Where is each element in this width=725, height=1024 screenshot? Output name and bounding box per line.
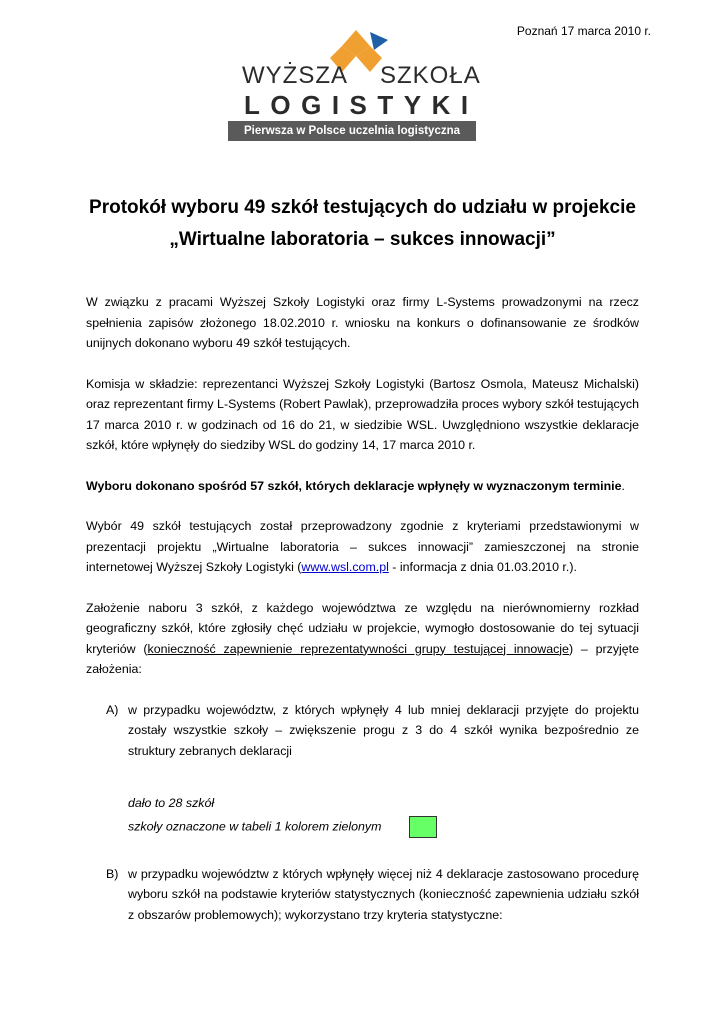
document-date: Poznań 17 marca 2010 r. [516,24,651,38]
list-item-a-text: w przypadku województw, z których wpłynęły 4 lub mniej deklaracji przyjęte do projektu zostały wszystkie szkoły – zwiększenie progu z 3 do 4 szkół wynika bezpośrednio ze struktury zebranych deklaracji [128,702,639,758]
paragraph-5-text-end: ) – przyjęte założenia: [86,641,639,676]
logo-tagline: Pierwsza w Polsce uczelnia logistyczna [228,121,476,141]
italic-note-1: dało to 28 szkół [128,796,215,810]
list-marker-b: B) [106,866,119,881]
paragraph-3-end: . [621,478,625,493]
logo-word-szkola: SZKOŁA [380,62,481,89]
paragraph-3-bold: Wyboru dokonano spośród 57 szkół, których deklaracje wpłynęły w wyznaczonym terminie [86,478,622,493]
logo-word-logistyki: LOGISTYKI [244,90,479,120]
wsl-website-link[interactable]: www.wsl.com.pl [301,560,389,574]
document-title [40,192,685,256]
title-line-2: „Wirtualne laboratoria – sukces innowacji” [169,229,556,250]
paragraph-5 [86,598,639,680]
list-marker-a: A) [106,702,119,717]
italic-note-2-row [128,816,639,838]
paragraph-5-text: Założenie naboru 3 szkół, z każdego województwa ze względu na nierównomierny rozkład geograficzny szkół, które zgłosiły chęć udziału w projekcie, wymogło dostosowanie do tej sytuacji kryteriów ( [86,600,639,656]
paragraph-4-text-end: - informacja z dnia 01.03.2010 r.). [388,560,577,574]
paragraph-2: Komisja w składzie: reprezentanci Wyższej Szkoły Logistyki (Bartosz Osmola, Mateusz Michalski) oraz reprezentant firmy L-Systems (Robert Pawlak), przeprowadziła proces wybory szkół testujących 17 marca 2010 r. w godzinach od 16 do 21, w siedzibie WSL. Uwzględniono wszystkie deklaracje szkół, które wpłynęły do siedziby WSL do godziny 14, 17 marca 2010 r. [86,376,639,452]
italic-note-2: szkoły oznaczone w tabeli 1 kolorem zielonym [128,818,382,833]
title-line-1: Protokół wyboru 49 szkół testujących do udziału w projekcie [89,197,636,218]
paragraph-1: W związku z pracami Wyższej Szkoły Logistyki oraz firmy L-Systems prowadzonymi na rzecz spełnienia zapisów złożonego 18.02.2010 r. wniosku na konkurs o dofinansowanie ze środków unijnych dokonano wyboru 49 szkół testujących. [86,295,639,350]
paragraph-5-underlined: konieczność zapewnienie reprezentatywności grupy testującej innowacje [147,641,569,656]
paragraph-4 [86,516,639,578]
list-item-b-text: w przypadku województw z których wpłynęły więcej niż 4 deklaracje zastosowano procedurę wyboru szkół na podstawie kryteriów statystycznych (konieczność zapewnienia udziału szkół z obszarów problemowych); wykorzystano trzy kryteria statystyczne: [128,866,639,922]
document-body [86,292,639,925]
list-item-a [86,700,639,762]
list-item-b [86,864,639,926]
logo-word-wyzsza: WYŻSZA [242,62,348,89]
paragraph-4-text: Wybór 49 szkół testujących został przeprowadzony zgodnie z kryteriami przedstawionymi w prezentacji projektu „Wirtualne laboratoria – sukces innowacji” zamieszczonej na stronie internetowej Wyższej Szkoły Logistyki ( [86,519,639,574]
paragraph-3 [86,476,639,497]
green-color-swatch [409,816,437,838]
